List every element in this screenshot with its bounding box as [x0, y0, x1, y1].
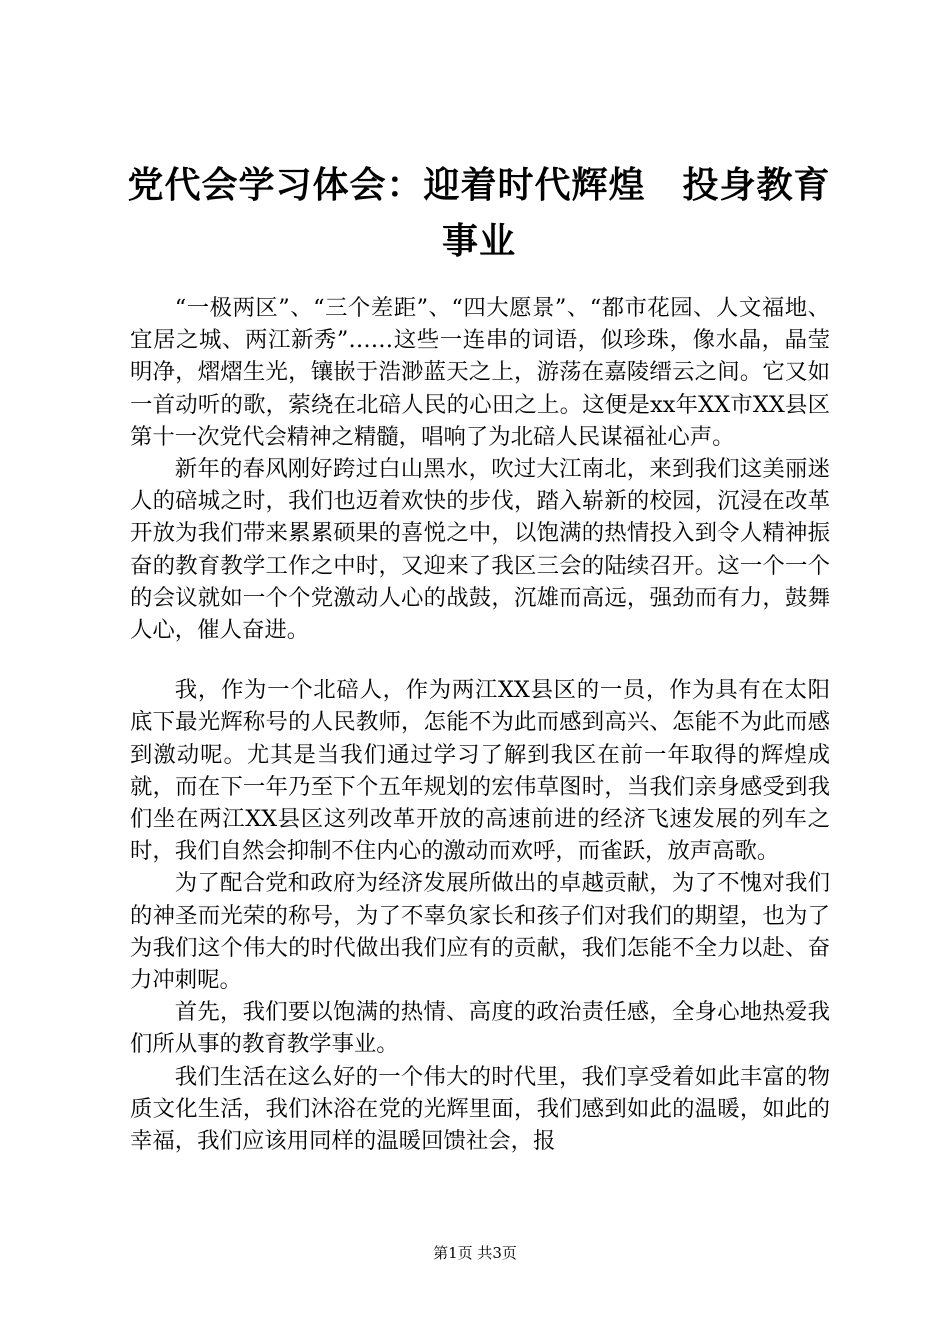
paragraph: 我们生活在这么好的一个伟大的时代里，我们享受着如此丰富的物质文化生活，我们沐浴在党的光辉里面，我们感到如此的温暖，如此的幸福，我们应该用同样的温暖回馈社会，报 [130, 1063, 830, 1155]
document-body [130, 292, 830, 1157]
paragraph: 为了配合党和政府为经济发展所做出的卓越贡献，为了不愧对我们的神圣而光荣的称号，为了不辜负家长和孩子们对我们的期望，也为了为我们这个伟大的时代做出我们应有的贡献，我们怎能不全力以赴、奋力冲刺呢。 [130, 870, 830, 994]
paragraph: “一极两区”、“三个差距”、“四大愿景”、“都市花园、人文福地、宜居之城、两江新秀”……这些一连串的词语，似珍珠，像水晶，晶莹明净，熠熠生光，镶嵌于浩渺蓝天之上，游荡在嘉陵缙云之间。它又如一首动听的歌，萦绕在北碚人民的心田之上。这便是xx年XX市XX县区第十一次党代会精神之精髓，唱响了为北碚人民谋福祉心声。 [130, 295, 830, 450]
paragraph: 首先，我们要以饱满的热情、高度的政治责任感，全身心地热爱我们所从事的教育教学事业。 [130, 999, 830, 1058]
paragraph: 新年的春风刚好跨过白山黑水，吹过大江南北，来到我们这美丽迷人的碚城之时，我们也迈着欢快的步伐，踏入崭新的校园，沉浸在改革开放为我们带来累累硕果的喜悦之中，以饱满的热情投入到令人精神振奋的教育教学工作之中时，又迎来了我区三会的陆续召开。这一个一个的会议就如一个个党激动人心的战鼓，沉雄而高远，强劲而有力，鼓舞人心，催人奋进。 [130, 456, 830, 644]
paragraph: 我，作为一个北碚人，作为两江XX县区的一员，作为具有在太阳底下最光辉称号的人民教师，怎能不为此而感到高兴、怎能不为此而感到激动呢。尤其是当我们通过学习了解到我区在前一年取得的辉煌成就，而在下一年乃至下个五年规划的宏伟草图时，当我们亲身感受到我们坐在两江XX县区这列改革开放的高速前进的经济飞速发展的列车之时，我们自然会抑制不住内心的激动而欢呼，而雀跃，放声高歌。 [130, 677, 830, 865]
document-title: 党代会学习体会：迎着时代辉煌 投身教育事业 [127, 165, 831, 262]
page-number-footer: 第1页 共3页 [433, 1244, 517, 1262]
